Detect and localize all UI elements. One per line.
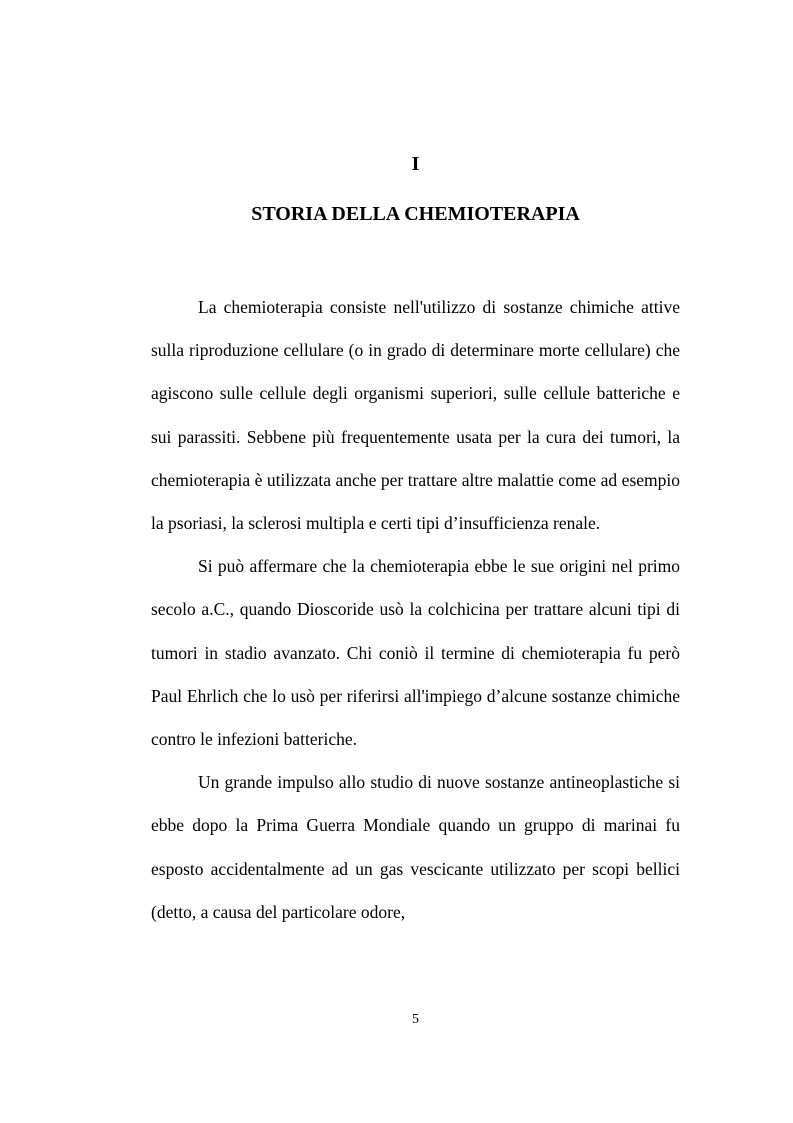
paragraph: Si può affermare che la chemioterapia ebbe le sue origini nel primo secolo a.C., quando Dioscoride usò la colchicina per trattare alcuni tipi di tumori in stadio avanzato. Chi coniò il termine di chemioterapia fu però Paul Ehrlich che lo usò per riferirsi all'impiego d’alcune sostanze chimiche contro le infezioni batteriche.	[151, 556, 680, 750]
paragraph: La chemioterapia consiste nell'utilizzo di sostanze chimiche attive sulla riproduzione cellulare (o in grado di determinare morte cellulare) che agiscono sulle cellule degli organismi superiori, sulle cellule batteriche e sui parassiti. Sebbene più frequentemente usata per la cura dei tumori, la chemioterapia è utilizzata anche per trattare altre malattie come ad esempio la psoriasi, la sclerosi multipla e certi tipi d’insufficienza renale.	[151, 297, 680, 534]
body-text	[151, 286, 680, 934]
chapter-number: I	[411, 153, 420, 175]
chapter-title: STORIA DELLA CHEMIOTERAPIA	[251, 203, 580, 225]
page-number: 5	[412, 1012, 419, 1027]
paragraph: Un grande impulso allo studio di nuove sostanze antineoplastiche si ebbe dopo la Prima Guerra Mondiale quando un gruppo di marinai fu esposto accidentalmente ad un gas vescicante utilizzato per scopi bellici (detto, a causa del particolare odore,	[151, 772, 680, 922]
